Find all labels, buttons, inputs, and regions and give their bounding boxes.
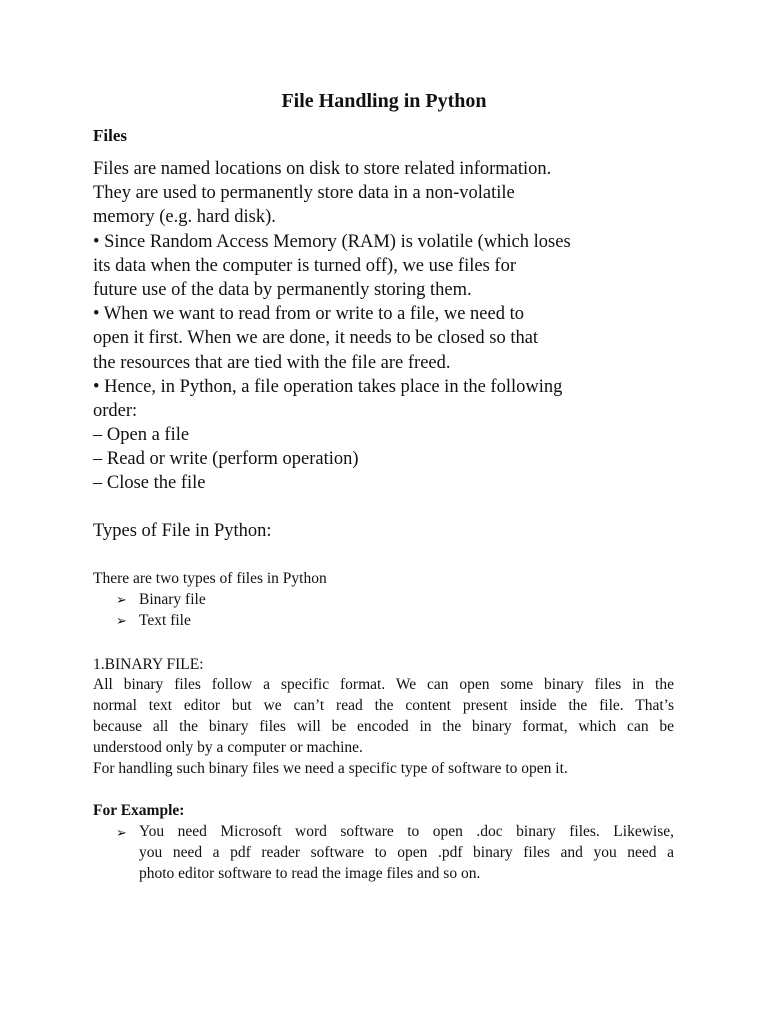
example-heading: For Example: xyxy=(93,802,185,819)
document-title: File Handling in Python xyxy=(281,90,487,112)
types-intro: There are two types of files in Python xyxy=(93,570,327,587)
files-line: memory (e.g. hard disk). xyxy=(93,207,276,228)
example-list-item xyxy=(116,821,674,884)
paragraph-line: understood only by a computer or machine. xyxy=(93,739,363,756)
types-list xyxy=(116,589,206,631)
paragraph-line: normal text editor but we can’t read the content present inside the file. That’s xyxy=(93,697,674,714)
arrow-bullet-icon: ➢ xyxy=(116,613,127,628)
arrow-bullet-icon: ➢ xyxy=(116,825,127,840)
files-line: • When we want to read from or write to a file, we need to xyxy=(93,304,524,325)
example-line: You need Microsoft word software to open .doc binary files. Likewise, xyxy=(139,823,674,840)
files-line: – Close the file xyxy=(93,473,206,494)
files-paragraph xyxy=(93,157,571,496)
list-item-label: Binary file xyxy=(139,591,206,608)
binary-file-paragraph xyxy=(93,674,674,779)
list-item xyxy=(116,610,206,631)
files-line: – Open a file xyxy=(93,425,190,446)
paragraph-line: because all the binary files will be encoded in the binary format, which can be xyxy=(93,718,674,735)
files-line: – Read or write (perform operation) xyxy=(93,449,359,470)
types-heading: Types of File in Python: xyxy=(93,521,272,541)
example-text xyxy=(139,821,674,884)
list-item-label: Text file xyxy=(139,612,191,629)
list-item xyxy=(116,589,206,610)
paragraph-line: All binary files follow a specific format. We can open some binary files in the xyxy=(93,676,674,693)
files-line: • Hence, in Python, a file operation takes place in the following xyxy=(93,376,563,397)
arrow-bullet-icon: ➢ xyxy=(116,592,127,607)
files-line: order: xyxy=(93,400,138,421)
example-line: you need a pdf reader software to open .pdf binary files and you need a xyxy=(139,844,674,861)
binary-file-heading: 1.BINARY FILE: xyxy=(93,656,204,673)
files-heading: Files xyxy=(93,126,127,145)
files-line: future use of the data by permanently storing them. xyxy=(93,279,472,300)
example-line: photo editor software to read the image files and so on. xyxy=(139,865,481,882)
files-line: open it first. When we are done, it needs to be closed so that xyxy=(93,328,539,349)
files-line: its data when the computer is turned off), we use files for xyxy=(93,255,516,276)
files-line: the resources that are tied with the file are freed. xyxy=(93,352,451,373)
paragraph-line: For handling such binary files we need a specific type of software to open it. xyxy=(93,760,568,777)
files-line: They are used to permanently store data in a non-volatile xyxy=(93,183,515,204)
files-line: • Since Random Access Memory (RAM) is volatile (which loses xyxy=(93,231,571,252)
files-line: Files are named locations on disk to store related information. xyxy=(93,159,552,179)
